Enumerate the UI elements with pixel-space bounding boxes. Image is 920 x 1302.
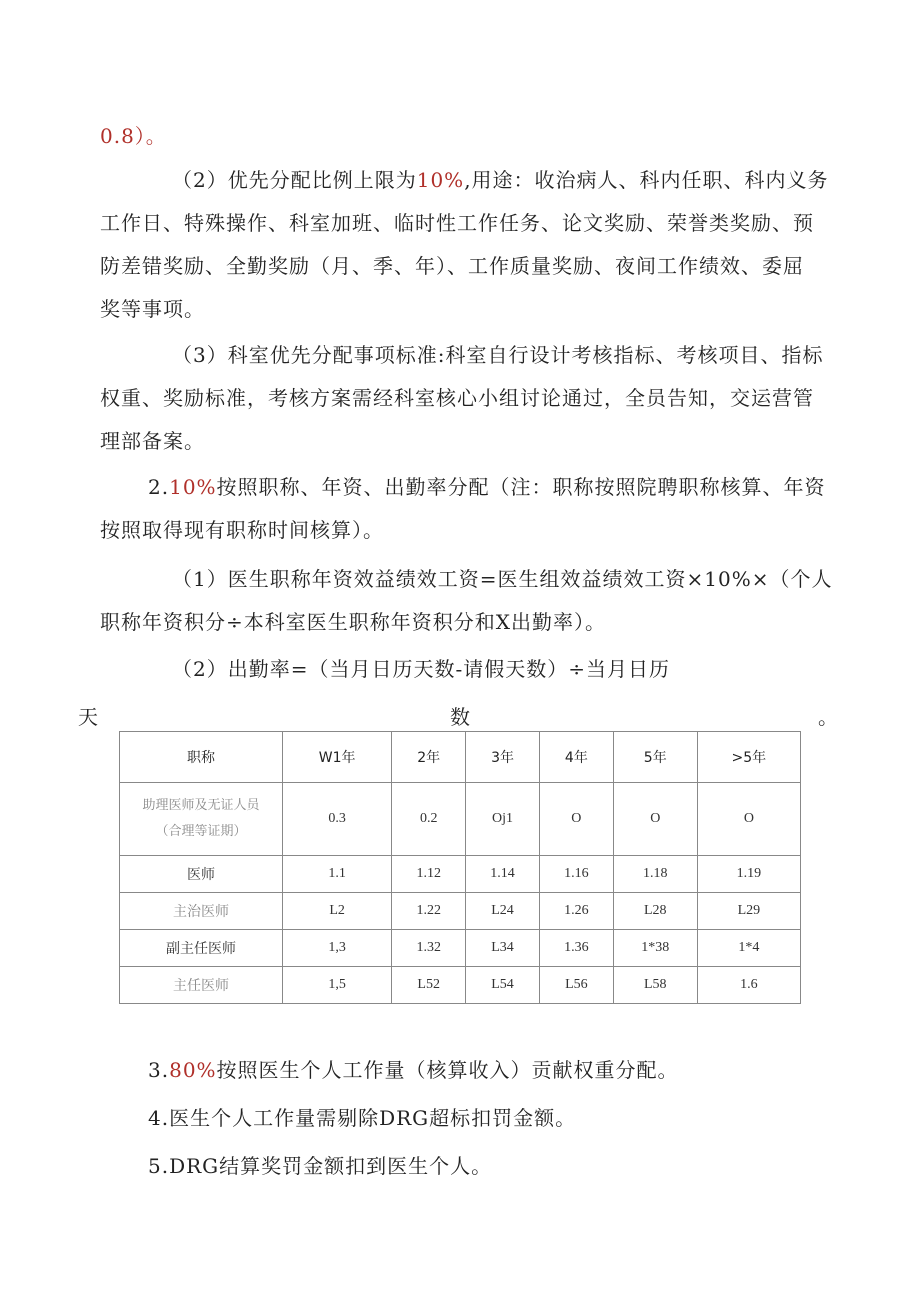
table-cell: 1*4 [697,930,800,967]
table-cell: 1.6 [697,967,800,1004]
paragraph-2-line-4: 奖等事项。 [100,297,205,321]
table-header: 职称 [120,732,283,783]
table-cell: 1.16 [539,856,613,893]
table-row-label: 医师 [120,856,283,893]
table-cell: 0.3 [283,783,392,856]
table-cell: 0.2 [392,783,466,856]
paragraph-4-line-2: 按照取得现有职称时间核算）。 [100,518,384,542]
table-cell: L58 [613,967,697,1004]
table-cell: L24 [466,893,540,930]
paragraph-8: 4.医生个人工作量需剔除DRG超标扣罚金额。 [148,1106,577,1130]
paragraph-5-line-1: （1）医生职称年资效益绩效工资=医生组效益绩效工资×10%×（个人 [172,567,833,591]
list-number: 2. [148,475,170,499]
highlight-percent: 10% [416,168,465,192]
table-cell: 1.1 [283,856,392,893]
paragraph-3-line-1: （3）科室优先分配事项标准:科室自行设计考核指标、考核项目、指标 [172,343,824,367]
table-row [120,893,801,930]
paragraph-6-char-2: 数 [450,705,470,729]
paragraph-3-line-3: 理部备案。 [100,429,205,453]
table-row-label: 主治医师 [120,893,283,930]
table-cell: O [613,783,697,856]
table-header: 4年 [539,732,613,783]
table-cell: L34 [466,930,540,967]
table-cell: 1,5 [283,967,392,1004]
paragraph-6-line-1: （2）出勤率=（当月日历天数-请假天数）÷当月日历 [172,657,670,681]
paragraph-4-line-1 [148,473,826,501]
paragraph-2-line-3: 防差错奖励、全勤奖励（月、季、年）、工作质量奖励、夜间工作绩效、委屈 [100,254,804,278]
paragraph-6-period: 。 [818,705,838,729]
table-row [120,783,801,856]
text-span: （2）优先分配比例上限为 [172,168,417,192]
paragraph-2-line-1 [172,166,829,194]
table-cell: L29 [697,893,800,930]
table-cell: 1.36 [539,930,613,967]
table-row-label [120,783,283,856]
table-cell: 1,3 [283,930,392,967]
paragraph-6-char-1: 天 [78,705,98,729]
highlight-percent: 80% [169,1058,217,1082]
table-cell: Oj1 [466,783,540,856]
title-seniority-table [119,731,801,1004]
table-row-label: 副主任医师 [120,930,283,967]
row-title: 助理医师及无证人员 [142,798,260,813]
table-cell: L2 [283,893,392,930]
highlight-percent: 10% [169,475,217,499]
paragraph-9: 5.DRG结算奖罚金额扣到医生个人。 [148,1154,493,1178]
table-header: 2年 [392,732,466,783]
table-cell: 1.14 [466,856,540,893]
table-cell: L54 [466,967,540,1004]
table-row [120,930,801,967]
table-header: >5年 [697,732,800,783]
table-cell: 1.18 [613,856,697,893]
text-span: 按照医生个人工作量（核算收入）贡献权重分配。 [216,1058,679,1082]
table-cell: 1.19 [697,856,800,893]
table-header: 3年 [466,732,540,783]
text-span: 按照职称、年资、出勤率分配（注：职称按照院聘职称核算、年资 [216,475,826,499]
table-cell: L56 [539,967,613,1004]
table-cell: L52 [392,967,466,1004]
paragraph-3-line-2: 权重、奖励标准，考核方案需经科室核心小组讨论通过，全员告知，交运营管 [100,386,814,410]
table-row [120,967,801,1004]
paragraph-2-line-2: 工作日、特殊操作、科室加班、临时性工作任务、论文奖励、荣誉类奖励、预 [100,211,814,235]
paragraph-7 [148,1056,679,1084]
table-cell: L28 [613,893,697,930]
table-header: 5年 [613,732,697,783]
list-number: 3. [148,1058,170,1082]
table-header-row [120,732,801,783]
paragraph-5-line-2: 职称年资积分÷本科室医生职称年资积分和X出勤率）。 [100,610,606,634]
table-cell: O [539,783,613,856]
table-cell: 1.22 [392,893,466,930]
table-cell: O [697,783,800,856]
table-row [120,856,801,893]
table-cell: 1*38 [613,930,697,967]
row-subtitle: （合理等证期） [155,824,247,839]
text-span: ,用途：收治病人、科内任职、科内义务 [464,168,829,192]
table-cell: 1.32 [392,930,466,967]
table-row-label: 主任医师 [120,967,283,1004]
table-cell: 1.26 [539,893,613,930]
paragraph-continuation: 0.8）。 [100,124,167,148]
table-header: W1年 [283,732,392,783]
table-cell: 1.12 [392,856,466,893]
